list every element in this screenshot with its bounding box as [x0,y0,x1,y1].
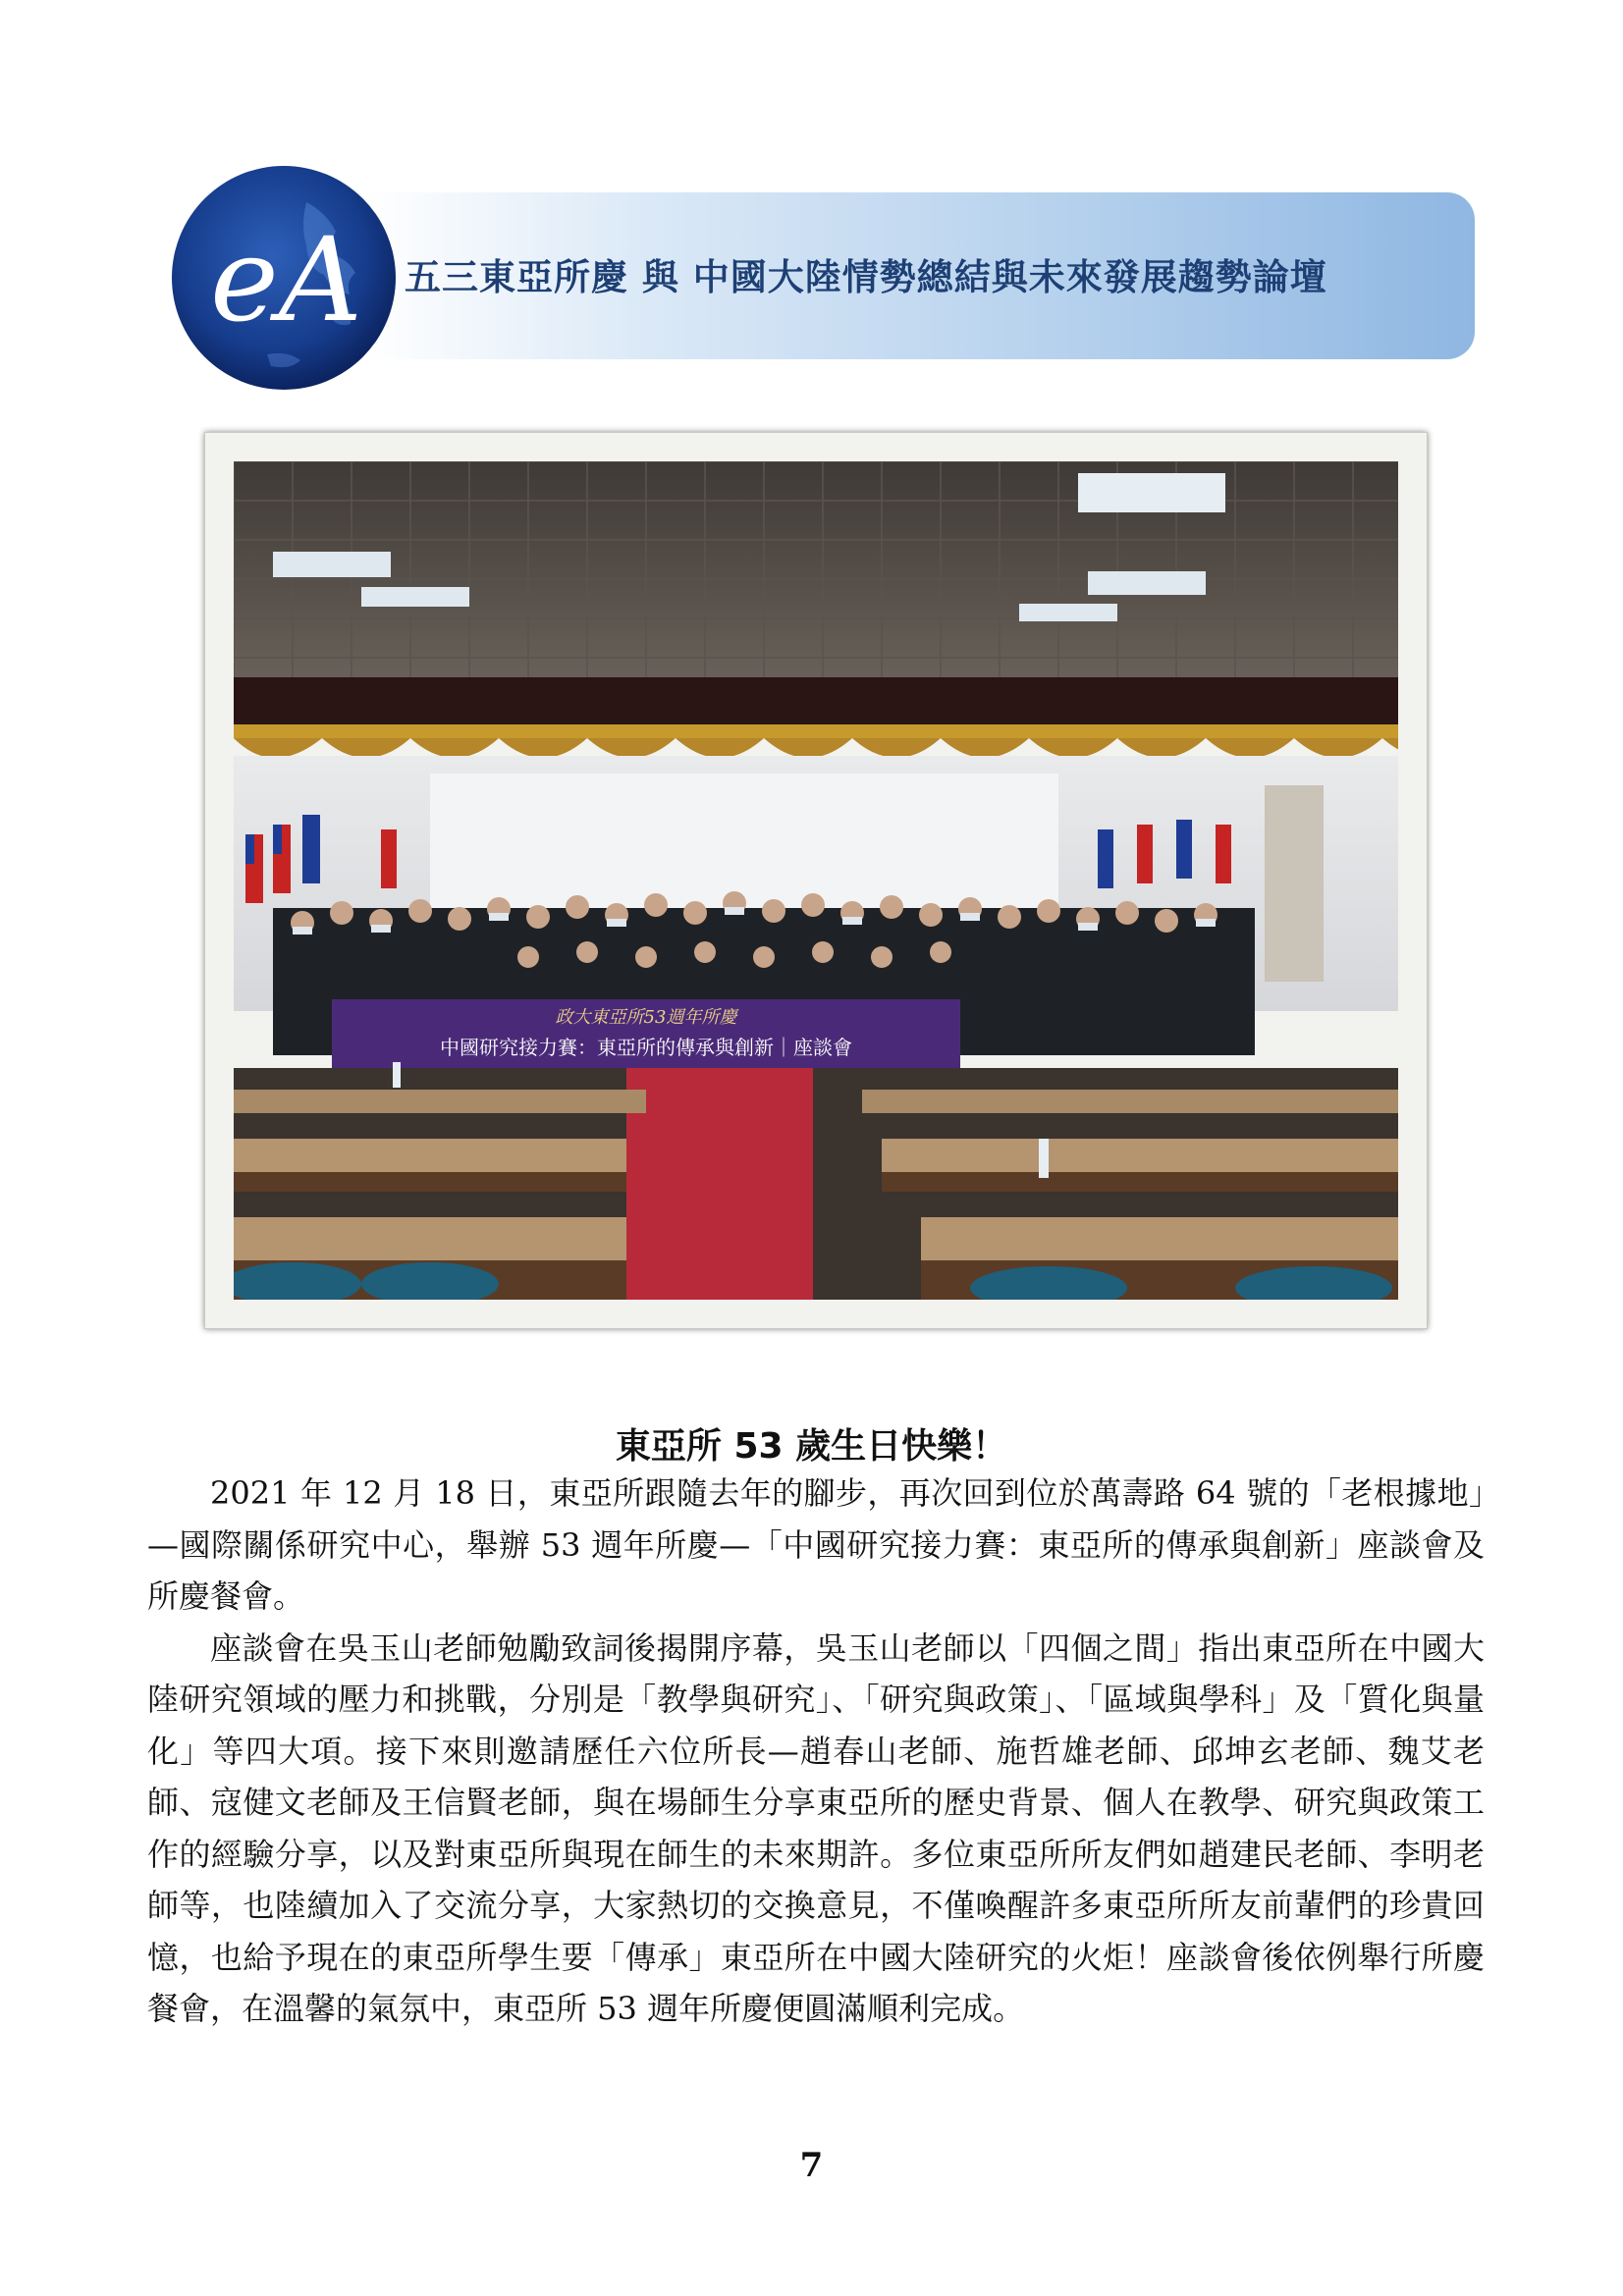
page-number: 7 [799,2146,824,2185]
ea-logo [169,163,399,393]
logo-text: eA [210,212,363,347]
banner-line-1: 政大東亞所53週年所慶 [555,1007,737,1028]
article-body [147,1468,1485,2035]
group-photo [234,461,1398,1300]
article-paragraph-2: 座談會在吳玉山老師勉勵致詞後揭開序幕，吳玉山老師以「四個之間」指出東亞所在中國大陸研究領域的壓力和挑戰，分別是「教學與研究」、「研究與政策」、「區域與學科」及「質化與量化」等四大項。接下來則邀請歷任六位所長—趙春山老師、施哲雄老師、邱坤玄老師、魏艾老師、寇健文老師及王信賢老師，與在場師生分享東亞所的歷史背景、個人在教學、研究與政策工作的經驗分享，以及對東亞所與現在師生的未來期許。多位東亞所所友們如趙建民老師、李明老師等，也陸續加入了交流分享，大家熱切的交換意見，不僅喚醒許多東亞所所友前輩們的珍貴回憶，也給予現在的東亞所學生要「傳承」東亞所在中國大陸研究的火炬！座談會後依例舉行所慶餐會，在溫馨的氣氛中，東亞所 53 週年所慶便圓滿順利完成。 [147,1629,1485,2027]
article-paragraph-1: 2021 年 12 月 18 日，東亞所跟隨去年的腳步，再次回到位於萬壽路 64 號的「老根據地」—國際關係研究中心，舉辦 53 週年所慶—「中國研究接力賽：東亞所的傳承與創新」座談會及所慶餐會。 [147,1474,1485,1615]
article-title: 東亞所 53 歲生日快樂！ [615,1426,1008,1467]
banner-line-2: 中國研究接力賽：東亞所的傳承與創新｜座談會 [440,1036,852,1059]
header-title: 五三東亞所慶 與 中國大陸情勢總結與未來發展趨勢論壇 [405,256,1327,298]
